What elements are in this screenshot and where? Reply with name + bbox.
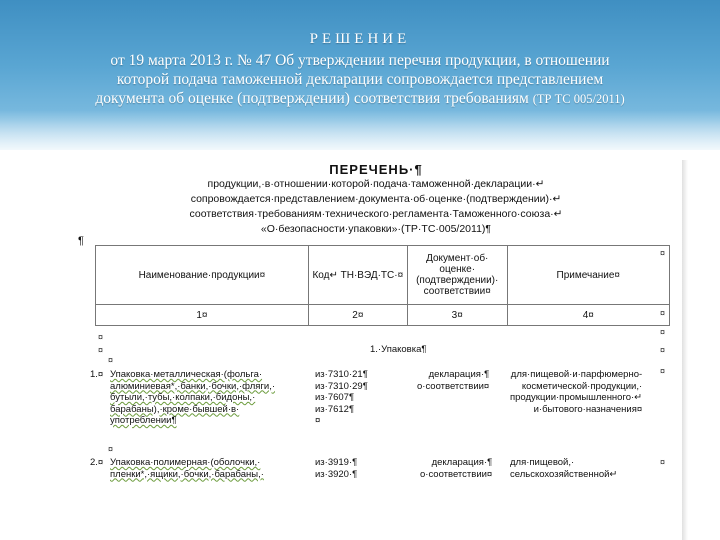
cell-mark: ¤ (660, 327, 666, 337)
header-note: Примечание¤ (507, 246, 669, 305)
col-num-3: 3¤ (407, 305, 507, 326)
products-table (95, 245, 670, 326)
list-title: ПЕРЕЧЕНЬ·¶ (329, 162, 423, 177)
cell-mark: ¤ (98, 345, 104, 355)
cell-mark: ¤ (660, 308, 666, 318)
list-subtitle-3: соответствия·требованиям·технического·регламента·Таможенного·союза·↵ (189, 208, 563, 220)
row-1-document: декларация·¶ о·соответствии¤ (417, 369, 490, 392)
row-2-codes: из·3919·¶ из·3920·¶ (315, 457, 358, 480)
decision-line-2: которой подача таможенной декларации сопровождается представлением (116, 71, 604, 88)
row-1-codes: из·7310·21¶ из·7310·29¶ из·7607¶ из·7612¶ ¤ (315, 369, 368, 426)
header-product-name: Наименование·продукции¤ (96, 246, 309, 305)
table-number-row (96, 305, 670, 326)
cell-mark: ¤ (660, 366, 666, 376)
row-2-number: 2.¤ (90, 457, 104, 468)
decision-line-3: документа об оценке (подтверждении) соответствия требованиям (ТР ТС 005/2011) (95, 90, 625, 107)
slide-title (20, 30, 700, 109)
row-1-note: для·пищевой·и·парфюмерно- косметической·продукции,· продукции·промышленного·↵ и·бытового·назначения¤ (510, 369, 643, 415)
row-2-note: для·пищевой,· сельскохозяйственной↵ (510, 457, 618, 480)
list-heading (70, 162, 682, 237)
row-2-product: Упаковка·полимерная·(оболочки,· пленки*,·ящики,·бочки,·барабаны,· (110, 457, 264, 480)
col-num-2: 2¤ (308, 305, 407, 326)
section-heading: 1.·Упаковка¶ (370, 344, 427, 355)
row-1-number: 1.¤ (90, 369, 104, 380)
document-shadow (682, 160, 688, 540)
cell-mark: ¤ (98, 332, 104, 342)
list-subtitle-1: продукции,·в·отношении·которой·подача·таможенной·декларации·↵ (207, 178, 545, 190)
row-2-document: декларация·¶ о·соответствии¤ (420, 457, 493, 480)
cell-mark: ¤ (108, 355, 114, 365)
decision-title: РЕШЕНИЕ (309, 31, 411, 47)
cell-mark: ¤ (108, 444, 114, 454)
col-num-1: 1¤ (96, 305, 309, 326)
table-header-row (96, 246, 670, 305)
cell-mark: ¤ (660, 248, 666, 258)
paragraph-mark: ¶ (78, 235, 84, 247)
header-glow (0, 110, 720, 150)
header-document: Документ·об· оценке· (подтверждении)· соответствии¤ (407, 246, 507, 305)
cell-mark: ¤ (660, 457, 666, 467)
cell-mark: ¤ (660, 345, 666, 355)
decision-line-1: от 19 марта 2013 г. № 47 Об утверждении перечня продукции, в отношении (110, 52, 610, 69)
decision-reg-ref: (ТР ТС 005/2011) (532, 92, 625, 106)
list-subtitle-4: «О·безопасности·упаковки»·(ТР·ТС·005/2011)¶ (260, 223, 492, 235)
row-1-product: Упаковка·металлическая·(фольга· алюминиевая*,·банки,·бочки,·фляги,· бутыли,·тубы,·колпаки,·бидоны,· барабаны),·кроме·бывшей·в· употреблении¶ (110, 369, 276, 426)
header-code: Код↵ ТН·ВЭД·ТС·¤ (308, 246, 407, 305)
col-num-4: 4¤ (507, 305, 669, 326)
document-image (70, 152, 682, 540)
list-subtitle-2: сопровождается·представлением·документа·об·оценке·(подтверждении)·↵ (190, 193, 562, 205)
